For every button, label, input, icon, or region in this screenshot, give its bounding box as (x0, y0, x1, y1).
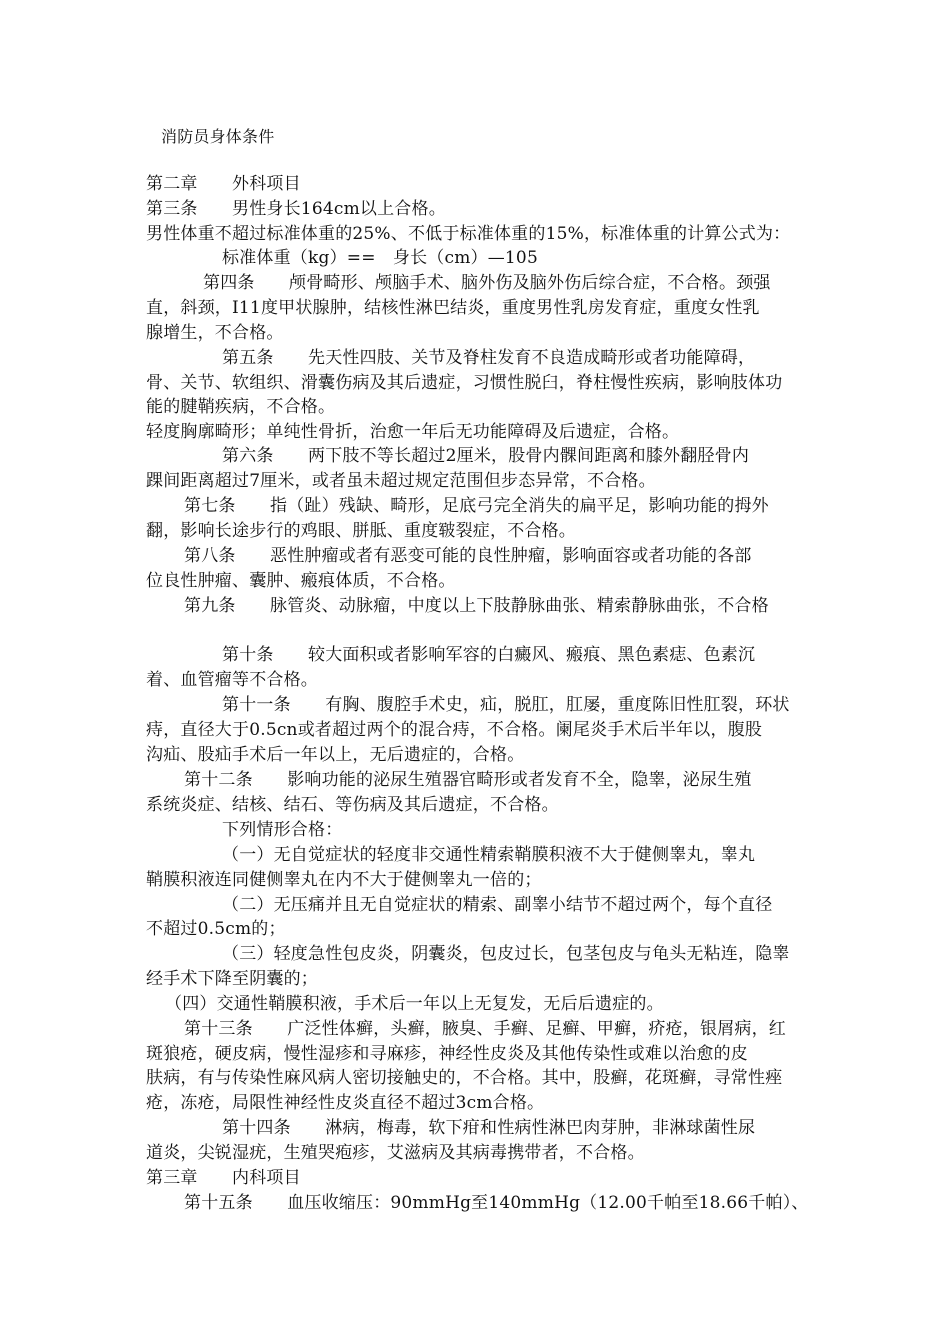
document-title: 消防员身体条件 (161, 127, 275, 146)
article-line: 第六条 两下肢不等长超过2厘米，股骨内髁间距离和膝外翻胫骨内 (222, 446, 750, 466)
article-line: 第四条 颅骨畸形、颅脑手术、脑外伤及脑外伤后综合症，不合格。颈强 (203, 273, 771, 293)
article-line: 第五条 先天性四肢、关节及脊柱发育不良造成畸形或者功能障碍， (222, 348, 756, 368)
body-line: 不超过0.5cm的； (146, 919, 286, 939)
article-line: 第十条 较大面积或者影响军容的白癜风、瘢痕、黑色素痣、色素沉 (222, 645, 756, 665)
list-item: （一）无自觉症状的轻度非交通性精索鞘膜积液不大于健侧睾丸，睾丸 (222, 845, 756, 865)
article-line: 第八条 恶性肿瘤或者有恶变可能的良性肿瘤，影响面容或者功能的各部 (184, 546, 752, 566)
article-line: 第十五条 血压收缩压：90mmHg至140mmHg（12.00千帕至18.66千帕）、 (184, 1193, 809, 1213)
list-item: （四）交通性鞘膜积液，手术后一年以上无复发，无后后遗症的。 (165, 994, 664, 1014)
body-line: 能的腱鞘疾病，不合格。 (146, 397, 336, 417)
body-line: 踝间距离超过7厘米，或者虽未超过规定范围但步态异常，不合格。 (146, 471, 656, 491)
chapter-heading: 第三章 内科项目 (146, 1168, 301, 1188)
body-line: 直，斜颈，I11度甲状腺肿，结核性淋巴结炎，重度男性乳房发育症，重度女性乳 (146, 298, 760, 318)
body-line: 位良性肿瘤、囊肿、瘢痕体质，不合格。 (146, 571, 456, 591)
formula-line: 标准体重（kg）== 身长（cm）—105 (222, 248, 538, 268)
body-line: 下列情形合格： (222, 820, 343, 840)
chapter-heading: 第二章 外科项目 (146, 174, 301, 194)
body-line: 腺增生，不合格。 (146, 323, 284, 343)
list-item: （三）轻度急性包皮炎，阴囊炎，包皮过长，包茎包皮与龟头无粘连，隐睾 (222, 944, 790, 964)
article-line: 第十一条 有胸、腹腔手术史，疝，脱肛，肛屡，重度陈旧性肛裂，环状 (222, 695, 790, 715)
body-line: 鞘膜积液连同健侧睾丸在内不大于健侧睾丸一倍的； (146, 870, 542, 890)
list-item: （二）无压痛并且无自觉症状的精索、副睾小结节不超过两个，每个直径 (222, 895, 773, 915)
body-line: 骨、关节、软组织、滑囊伤病及其后遗症，习惯性脱臼，脊柱慢性疾病，影响肢体功 (146, 373, 783, 393)
body-line: 肤病，有与传染性麻风病人密切接触史的，不合格。其中，股癣，花斑癣，寻常性痤 (146, 1068, 783, 1088)
body-line: 着、血管瘤等不合格。 (146, 670, 318, 690)
article-line: 第十四条 淋病，梅毒，软下疳和性病性淋巴肉芽肿，非淋球菌性尿 (222, 1118, 756, 1138)
body-line: 轻度胸廓畸形；单纯性骨折，治愈一年后无功能障碍及后遗症，合格。 (146, 422, 680, 442)
body-line: 沟疝、股疝手术后一年以上，无后遗症的，合格。 (146, 745, 525, 765)
body-line: 疮，冻疮，局限性神经性皮炎直径不超过3cm合格。 (146, 1093, 545, 1113)
article-line: 第十二条 影响功能的泌尿生殖器官畸形或者发育不全，隐睾，泌尿生殖 (184, 770, 752, 790)
body-line: 男性体重不超过标准体重的25%、不低于标准体重的15%，标准体重的计算公式为： (146, 224, 791, 244)
article-line: 第三条 男性身长164cm以上合格。 (146, 199, 446, 219)
article-line: 第七条 指（趾）残缺、畸形，足底弓完全消失的扁平足，影响功能的拇外 (184, 496, 769, 516)
article-line: 第十三条 广泛性体癣，头癣，腋臭、手癣、足癣、甲癣，疥疮，银屑病，红 (184, 1019, 786, 1039)
body-line: 痔，直径大于0.5cn或者超过两个的混合痔，不合格。阑尾炎手术后半年以，腹股 (146, 720, 763, 740)
body-line: 斑狼疮，硬皮病，慢性湿疹和寻麻疹，神经性皮炎及其他传染性或难以治愈的皮 (146, 1044, 748, 1064)
body-line: 道炎，尖锐湿疣，生殖哭疱疹，艾滋病及其病毒携带者，不合格。 (146, 1143, 645, 1163)
body-line: 翻，影响长途步行的鸡眼、胼胝、重度皲裂症，不合格。 (146, 521, 576, 541)
article-line: 第九条 脉管炎、动脉瘤，中度以上下肢静脉曲张、精索静脉曲张，不合格 (184, 596, 769, 616)
body-line: 系统炎症、结核、结石、等伤病及其后遗症，不合格。 (146, 795, 559, 815)
body-line: 经手术下降至阴囊的； (146, 969, 318, 989)
